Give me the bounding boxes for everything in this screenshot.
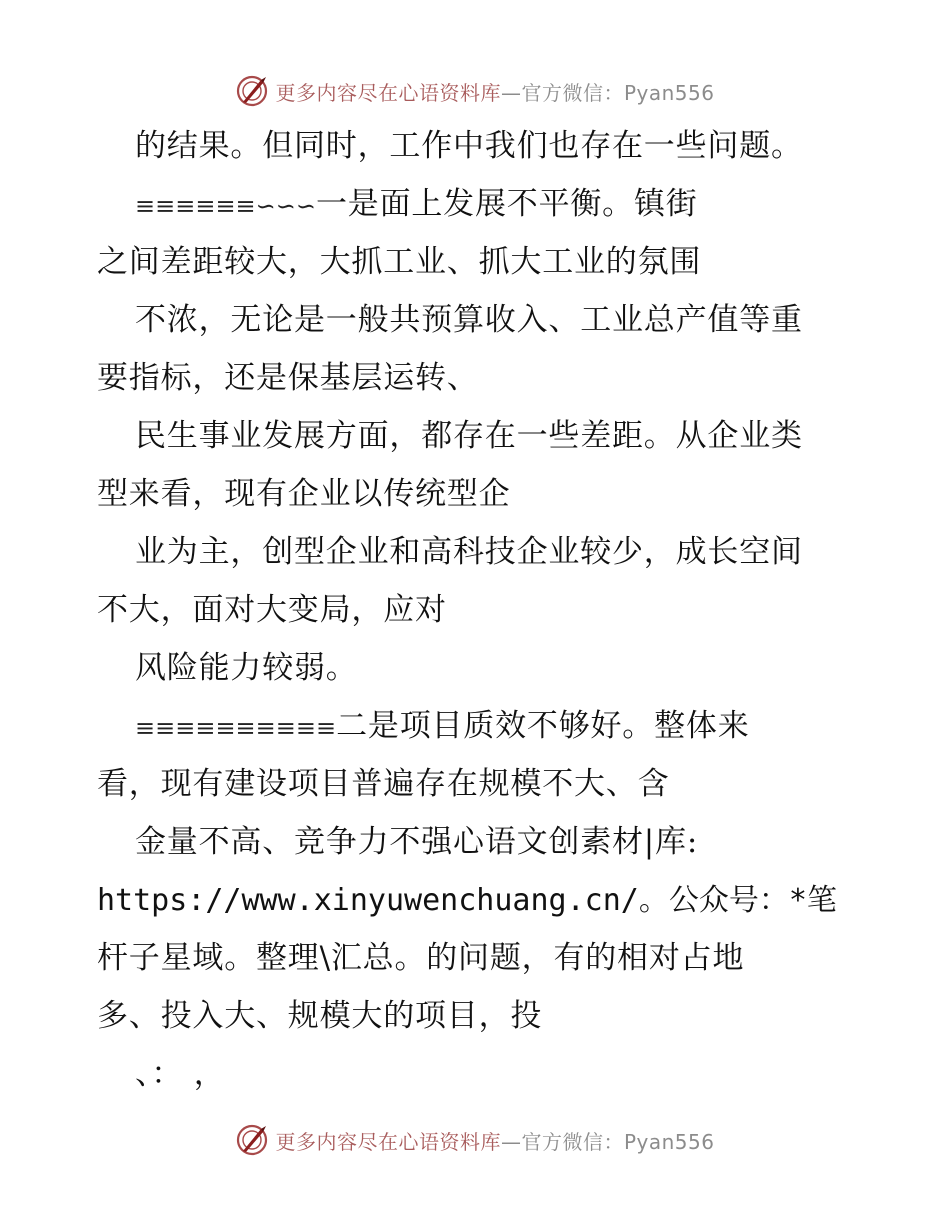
ornament-glyphs: ≡≡≡≡≡≡≡≡≡≡ bbox=[135, 714, 337, 742]
text-line: 风险能力较弱。 bbox=[135, 650, 358, 686]
text-line: 杆子星域。整理\汇总。的问题，有的相对占地 bbox=[97, 940, 745, 976]
document-body bbox=[97, 117, 857, 1103]
text-line: 不浓，无论是一般共预算收入、工业总产值等重 bbox=[135, 302, 803, 338]
page-footer-watermark bbox=[0, 1120, 950, 1160]
text-line-url: https://www.xinyuwenchuang.cn/。公众号：*笔 bbox=[97, 883, 837, 918]
watermark-dash: — bbox=[500, 1129, 522, 1154]
ornament-glyphs: ≡≡≡≡≡≡∽∽∽ bbox=[135, 192, 316, 220]
watermark-text bbox=[275, 1126, 714, 1155]
text-line: 、： ， bbox=[135, 1056, 226, 1092]
text-line: 之间差距较大，大抓工业、抓大工业的氛围 bbox=[97, 244, 702, 280]
watermark-wechat: 官方微信：Pyan556 bbox=[521, 1129, 715, 1154]
text-line: 的结果。但同时，工作中我们也存在一些问题。 bbox=[135, 128, 803, 164]
text-line: 型来看，现有企业以传统型企 bbox=[97, 476, 511, 512]
watermark-wechat: 官方微信：Pyan556 bbox=[521, 80, 715, 105]
page-header-watermark bbox=[0, 71, 950, 111]
text-line: 不大，面对大变局，应对 bbox=[97, 592, 447, 628]
quill-logo-icon bbox=[235, 74, 269, 108]
watermark-brand: 更多内容尽在心语资料库 bbox=[275, 80, 501, 105]
watermark-text bbox=[275, 77, 714, 106]
text-line: 要指标，还是保基层运转、 bbox=[97, 360, 479, 396]
text-line: 民生事业发展方面，都存在一些差距。从企业类 bbox=[135, 418, 803, 454]
text-line: 看，现有建设项目普遍存在规模不大、含 bbox=[97, 766, 670, 802]
quill-logo-icon bbox=[235, 1123, 269, 1157]
text-line: 业为主，创型企业和高科技企业较少，成长空间 bbox=[135, 534, 803, 570]
watermark-brand: 更多内容尽在心语资料库 bbox=[275, 1129, 501, 1154]
watermark-dash: — bbox=[500, 80, 522, 105]
text-line: ≡≡≡≡≡≡≡≡≡≡二是项目质效不够好。整体来 bbox=[135, 708, 750, 744]
text-line: ≡≡≡≡≡≡∽∽∽一是面上发展不平衡。镇街 bbox=[135, 186, 698, 222]
text-line: 多、投入大、规模大的项目，投 bbox=[97, 998, 543, 1034]
text-line: 金量不高、竞争力不强心语文创素材|库: bbox=[135, 824, 699, 860]
